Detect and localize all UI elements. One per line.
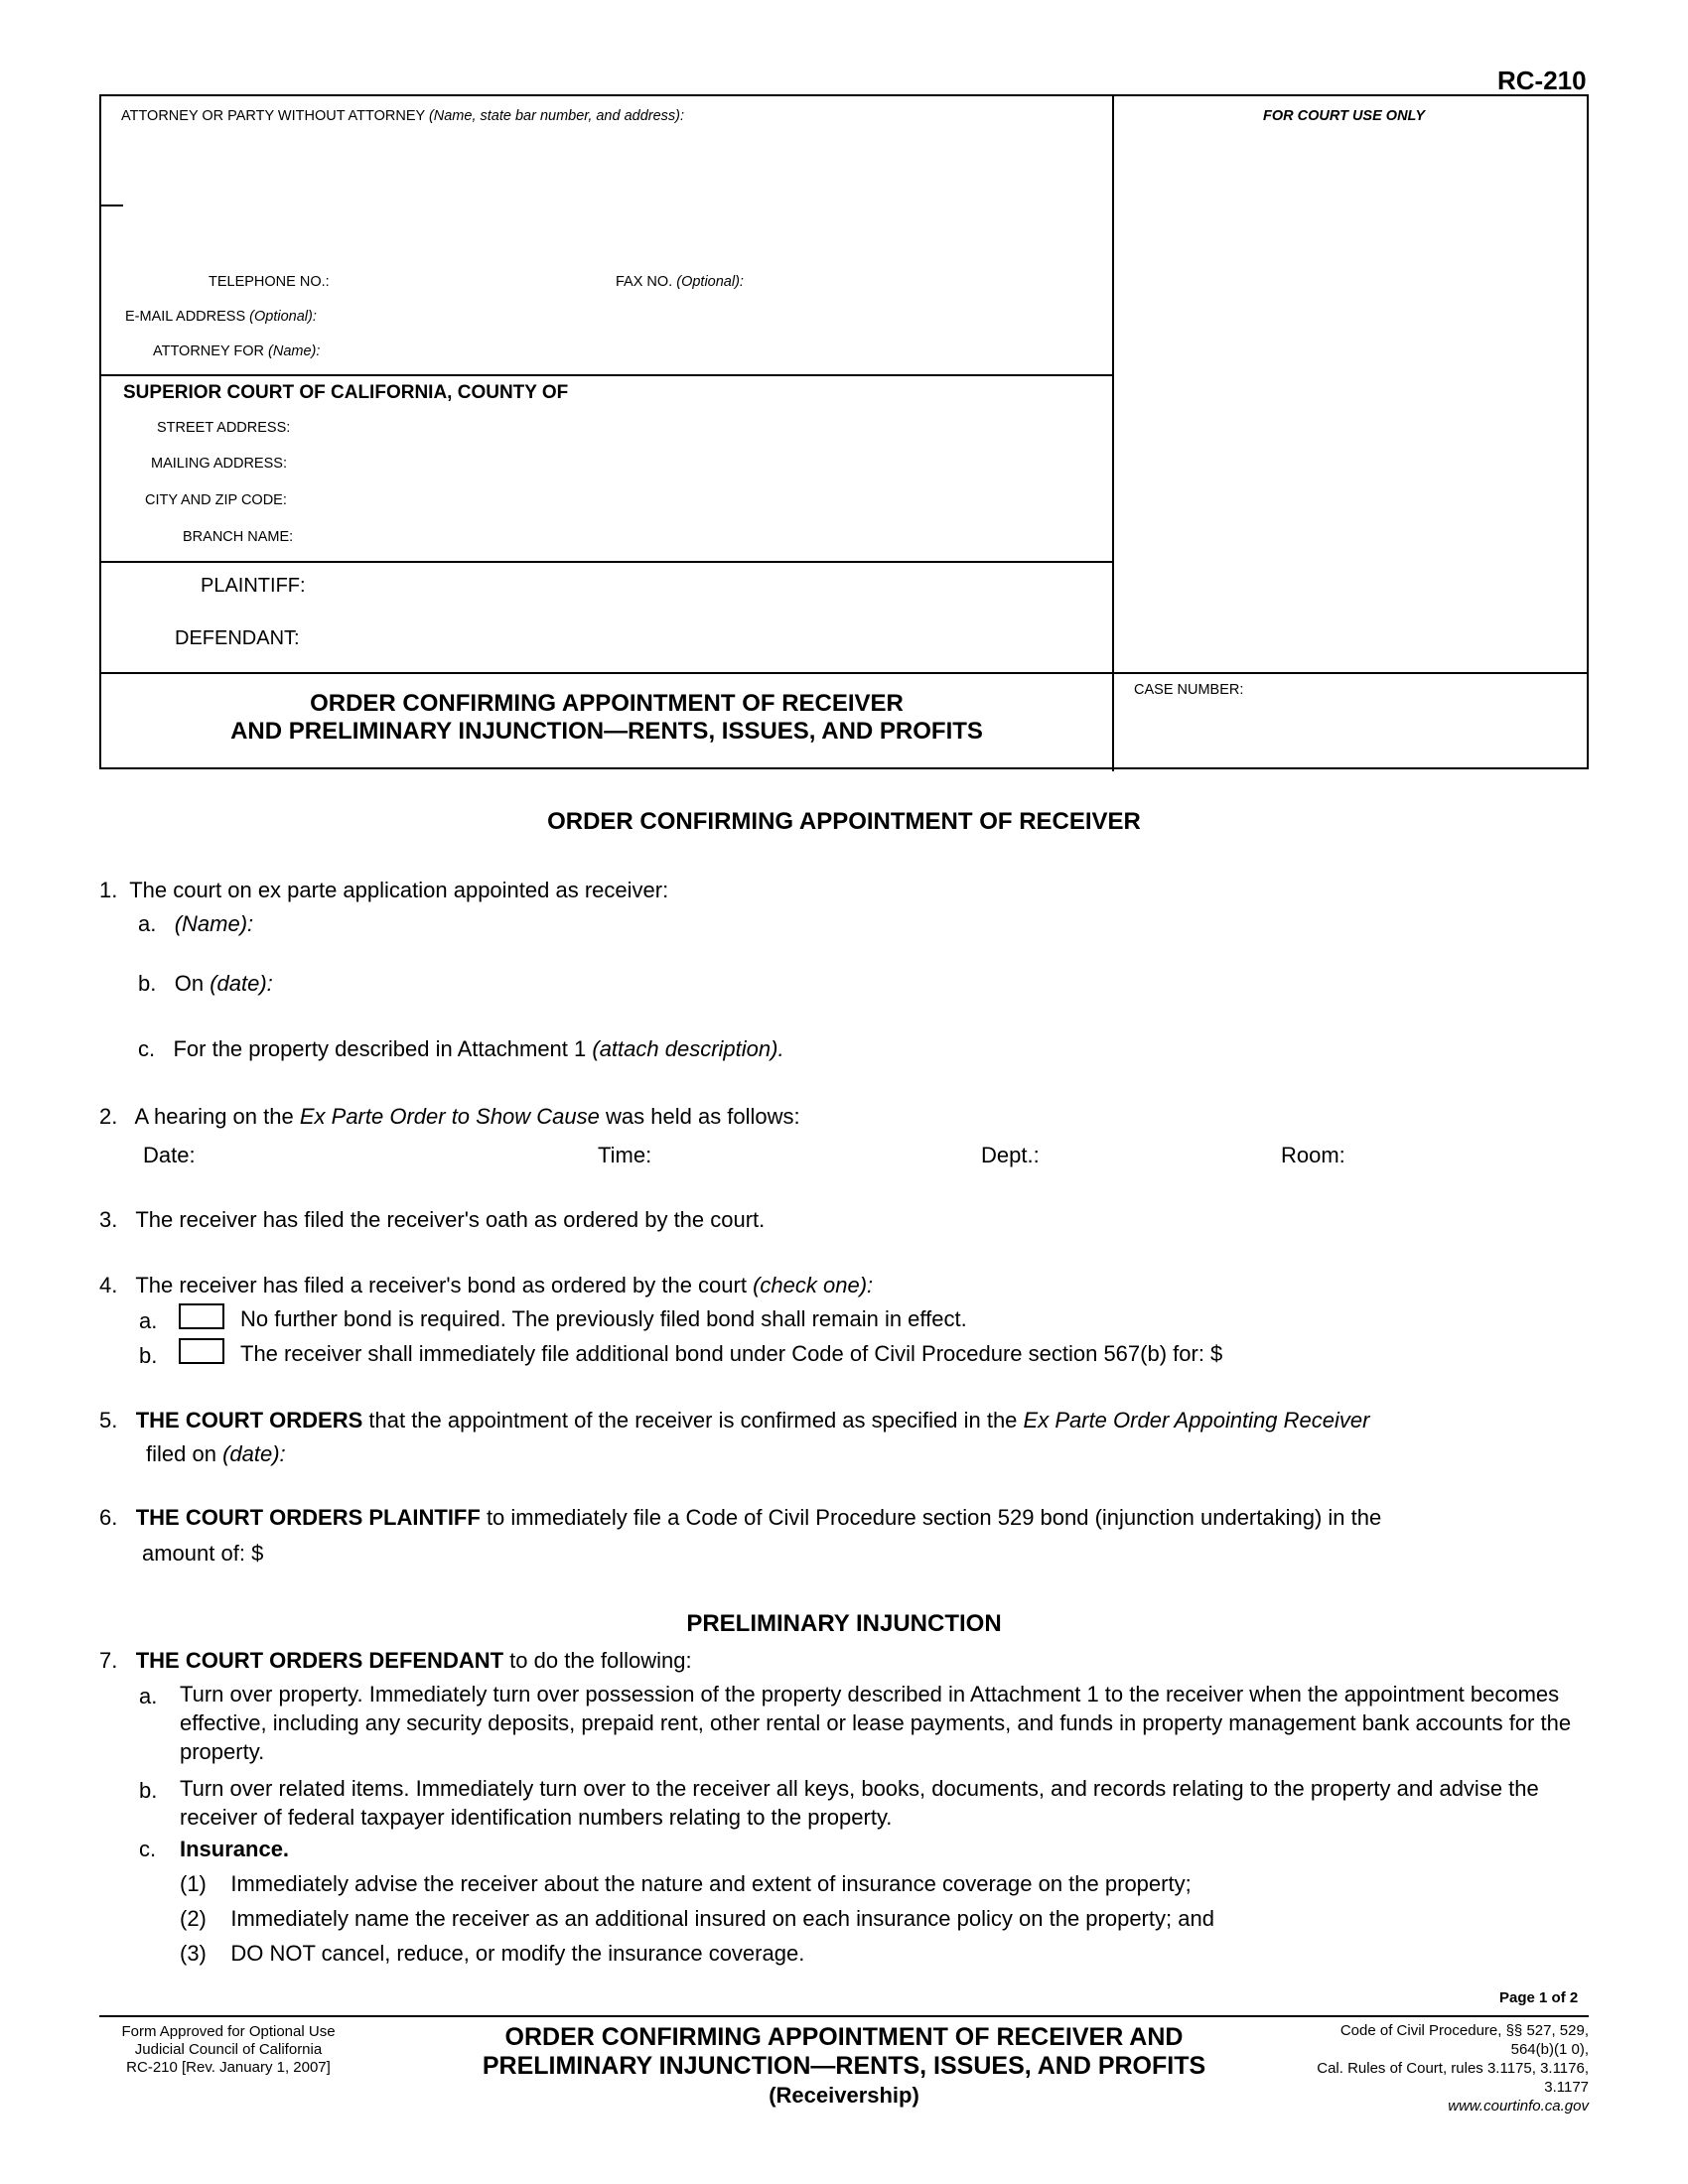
item-6-line2: amount of: $ xyxy=(142,1541,264,1566)
footer-right: Code of Civil Procedure, §§ 527, 529, 564(b)(1 0), Cal. Rules of Court, rules 3.1175, 3.1176, 3.1177 www.courtinfo.ca.gov xyxy=(1251,2021,1589,2116)
item-7c-letter: c. xyxy=(139,1837,157,1861)
court-website-link[interactable]: www.courtinfo.ca.gov xyxy=(1448,2098,1589,2115)
item-7c3: (3) DO NOT cancel, reduce, or modify the insurance coverage. xyxy=(180,1941,805,1966)
case-number-label: CASE NUMBER: xyxy=(1134,682,1244,698)
form-id: RC-210 xyxy=(1497,66,1587,95)
item-4a-letter: a. xyxy=(139,1308,158,1333)
street-address-label: STREET ADDRESS: xyxy=(157,420,291,436)
item-1a: a. (Name): xyxy=(138,911,254,936)
item-2: 2. A hearing on the Ex Parte Order to Show Cause was held as follows: xyxy=(99,1104,800,1129)
item-4b-letter: b. xyxy=(139,1343,158,1368)
attorney-label: ATTORNEY OR PARTY WITHOUT ATTORNEY (Name, state bar number, and address): xyxy=(121,108,685,124)
footer-left: Form Approved for Optional Use Judicial Council of California RC-210 [Rev. January 1, 2007] xyxy=(121,2023,336,2076)
footer-title: ORDER CONFIRMING APPOINTMENT OF RECEIVER AND PRELIMINARY INJUNCTION—RENTS, ISSUES, AND PROFITS (Receivership) xyxy=(482,2023,1206,2108)
telephone-label: TELEPHONE NO.: xyxy=(209,274,330,290)
item-5: 5. THE COURT ORDERS that the appointment of the receiver is confirmed as specified in the Ex Parte Order Appointing Receiver xyxy=(99,1408,1370,1433)
checkbox-4b[interactable] xyxy=(179,1338,224,1364)
hearing-date-label: Date: xyxy=(143,1143,196,1167)
item-6: 6. THE COURT ORDERS PLAINTIFF to immediately file a Code of Civil Procedure section 529 bond (injunction undertaking) in the xyxy=(99,1505,1382,1530)
city-zip-label: CITY AND ZIP CODE: xyxy=(145,492,287,508)
form-title: ORDER CONFIRMING APPOINTMENT OF RECEIVER AND PRELIMINARY INJUNCTION—RENTS, ISSUES, AND PROFITS xyxy=(230,690,983,745)
item-7a-letter: a. xyxy=(139,1684,158,1708)
item-4b-text: The receiver shall immediately file additional bond under Code of Civil Procedure section 567(b) for: $ xyxy=(240,1341,1223,1366)
item-7b-letter: b. xyxy=(139,1778,158,1803)
court-use-label: FOR COURT USE ONLY xyxy=(1263,108,1425,124)
caption-box xyxy=(99,94,1589,769)
item-7b-text: Turn over related items. Immediately turn over to the receiver all keys, books, documents, and records relating to the property and advise the receiver of federal taxpayer identification numbers relating to the property. xyxy=(180,1776,1539,1830)
hearing-dept-label: Dept.: xyxy=(981,1143,1040,1167)
hearing-time-label: Time: xyxy=(598,1143,652,1167)
item-7: 7. THE COURT ORDERS DEFENDANT to do the following: xyxy=(99,1648,692,1673)
item-1c: c. For the property described in Attachment 1 (attach description). xyxy=(138,1036,784,1061)
item-1: 1. The court on ex parte application appointed as receiver: xyxy=(99,878,669,902)
item-4a-text: No further bond is required. The previously filed bond shall remain in effect. xyxy=(240,1306,967,1331)
item-7c2: (2) Immediately name the receiver as an additional insured on each insurance policy on the property; and xyxy=(180,1906,1214,1931)
court-name: SUPERIOR COURT OF CALIFORNIA, COUNTY OF xyxy=(123,382,569,403)
item-4: 4. The receiver has filed a receiver's bond as ordered by the court (check one): xyxy=(99,1273,874,1297)
item-7c-title: Insurance. xyxy=(180,1837,290,1861)
fax-label: FAX NO. (Optional): xyxy=(616,274,744,290)
mailing-address-label: MAILING ADDRESS: xyxy=(151,456,287,472)
item-3: 3. The receiver has filed the receiver's oath as ordered by the court. xyxy=(99,1207,766,1232)
attorney-for-label: ATTORNEY FOR (Name): xyxy=(153,343,321,359)
item-1b: b. On (date): xyxy=(138,971,273,996)
page-number: Page 1 of 2 xyxy=(1499,1989,1579,2006)
section-title-injunction: PRELIMINARY INJUNCTION xyxy=(686,1610,1002,1637)
checkbox-4a[interactable] xyxy=(179,1303,224,1329)
hearing-room-label: Room: xyxy=(1281,1143,1345,1167)
email-label: E-MAIL ADDRESS (Optional): xyxy=(125,309,317,325)
section-title-receiver: ORDER CONFIRMING APPOINTMENT OF RECEIVER xyxy=(547,808,1141,835)
item-7a-text: Turn over property. Immediately turn over possession of the property described in Attachment 1 to the receiver when the appointment becomes effective, including any security deposits, prepaid rent, other rental or lease payments, and funds in property management bank accounts for the property. xyxy=(180,1682,1572,1764)
item-7c1: (1) Immediately advise the receiver about the nature and extent of insurance coverage on the property; xyxy=(180,1871,1192,1896)
plaintiff-label: PLAINTIFF: xyxy=(201,575,306,597)
branch-name-label: BRANCH NAME: xyxy=(183,529,294,545)
item-5-line2: filed on (date): xyxy=(146,1441,286,1466)
defendant-label: DEFENDANT: xyxy=(175,627,300,649)
